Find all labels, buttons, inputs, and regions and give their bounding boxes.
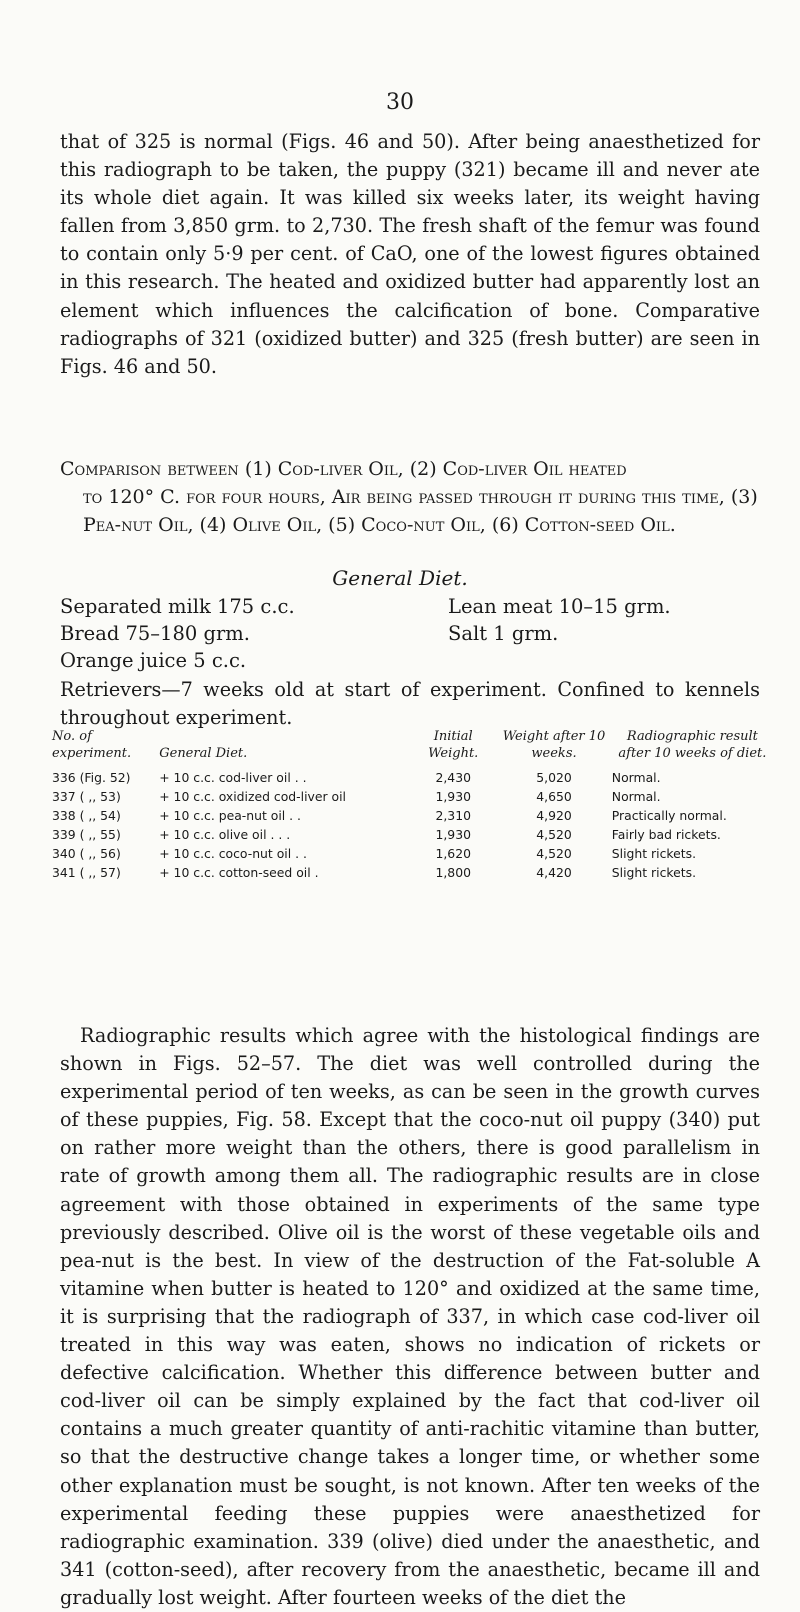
header-radiographic-result: Radiographic result after 10 weeks of diet.	[618, 729, 767, 761]
cell-weight-after: 4,520	[536, 846, 572, 861]
page-number: 30	[386, 90, 414, 115]
header-experiment-no: No. of experiment.	[52, 729, 132, 761]
cell-initial-weight: 1,930	[435, 827, 471, 842]
heading-line-1: Comparison between (1) Cod-liver Oil, (2) Cod-liver Oil heated	[60, 458, 627, 480]
cell-initial-weight: 2,310	[435, 808, 471, 823]
cell-diet: + 10 c.c. cotton-seed oil .	[159, 865, 319, 880]
cell-initial-weight: 1,800	[435, 865, 471, 880]
cell-weight-after: 4,650	[536, 789, 572, 804]
table-row	[50, 806, 775, 825]
cell-experiment-no: 337 ( ,, 53)	[52, 789, 121, 804]
cell-weight-after: 5,020	[536, 770, 572, 785]
cell-radiographic-result: Practically normal.	[611, 808, 727, 823]
paragraph-1: that of 325 is normal (Figs. 46 and 50). After being anaesthetized for this radiograph to be taken, the puppy (321) became ill and never ate its whole diet again. It was killed six weeks later, its weight having fallen from 3,850 grm. to 2,730. The fresh shaft of the femur was found to contain only 5·9 per cent. of CaO, one of the lowest figures obtained in this research. The heated and oxidized butter had apparently lost an element which influences the calcification of bone. Comparative radiographs of 321 (oxidized butter) and 325 (fresh butter) are seen in Figs. 46 and 50.	[60, 130, 760, 378]
cell-radiographic-result: Normal.	[611, 789, 661, 804]
header-weight-after: Weight after 10 weeks.	[502, 729, 606, 761]
cell-initial-weight: 2,430	[435, 770, 471, 785]
diet-item-salt: Salt 1 grm.	[448, 622, 559, 645]
cell-diet: + 10 c.c. coco-nut oil . .	[159, 846, 307, 861]
cell-initial-weight: 1,930	[435, 789, 471, 804]
cell-experiment-no: 340 ( ,, 56)	[52, 846, 121, 861]
table-row	[50, 768, 775, 787]
general-diet-title: General Diet.	[332, 566, 468, 590]
header-initial-weight: Initial Weight.	[428, 729, 479, 761]
cell-experiment-no: 338 ( ,, 54)	[52, 808, 121, 823]
cell-radiographic-result: Fairly bad rickets.	[611, 827, 721, 842]
retrievers-note: Retrievers—7 weeks old at start of experiment. Confined to kennels throughout experiment.	[60, 678, 760, 730]
cell-initial-weight: 1,620	[435, 846, 471, 861]
header-general-diet: General Diet.	[159, 746, 248, 761]
table-header-row	[50, 728, 775, 768]
cell-diet: + 10 c.c. olive oil . . .	[159, 827, 291, 842]
cell-weight-after: 4,520	[536, 827, 572, 842]
cell-experiment-no: 339 ( ,, 55)	[52, 827, 121, 842]
table-row	[50, 825, 775, 844]
cell-radiographic-result: Slight rickets.	[611, 865, 697, 880]
cell-experiment-no: 336 (Fig. 52)	[52, 770, 131, 785]
cell-diet: + 10 c.c. oxidized cod-liver oil	[159, 789, 346, 804]
cell-experiment-no: 341 ( ,, 57)	[52, 865, 121, 880]
results-table	[50, 728, 775, 882]
diet-item-bread: Bread 75–180 grm.	[60, 622, 250, 645]
table-row	[50, 844, 775, 863]
diet-item-meat: Lean meat 10–15 grm.	[448, 595, 671, 618]
diet-item-milk: Separated milk 175 c.c.	[60, 595, 295, 618]
table-row	[50, 863, 775, 882]
section-heading	[60, 455, 760, 539]
cell-weight-after: 4,420	[536, 865, 572, 880]
cell-radiographic-result: Slight rickets.	[611, 846, 697, 861]
cell-diet: + 10 c.c. cod-liver oil . .	[159, 770, 307, 785]
table-row	[50, 787, 775, 806]
diet-item-orange: Orange juice 5 c.c.	[60, 649, 247, 672]
cell-radiographic-result: Normal.	[611, 770, 661, 785]
cell-diet: + 10 c.c. pea-nut oil . .	[159, 808, 301, 823]
heading-line-2: to 120° C. for four hours, Air being passed through it during this time, (3) Pea-nut Oil, (4) Olive Oil, (5) Coco-nut Oil, (6) Cotton-seed Oil.	[83, 486, 758, 536]
paragraph-2: Radiographic results which agree with the histological findings are shown in Figs. 52–57. The diet was well controlled during the experimental period of ten weeks, as can be seen in the growth curves of these puppies, Fig. 58. Except that the coco-nut oil puppy (340) put on rather more weight than the others, there is good parallelism in rate of growth among them all. The radiographic results are in close agreement with those obtained in experiments of the same type previously described. Olive oil is the worst of these vegetable oils and pea-nut is the best. In view of the destruction of the Fat-soluble A vitamine when butter is heated to 120° and oxidized at the same time, it is surprising that the radiograph of 337, in which case cod-liver oil treated in this way was eaten, shows no indication of rickets or defective calcification. Whether this difference between butter and cod-liver oil can be simply explained by the fact that cod-liver oil contains a much greater quantity of anti-rachitic vitamine than butter, so that the destructive change takes a longer time, or whether some other explanation must be sought, is not known. After ten weeks of the experimental feeding these puppies were anaesthetized for radiographic examination. 339 (olive) died under the anaesthetic, and 341 (cotton-seed), after recovery from the anaesthetic, became ill and gradually lost weight. After fourteen weeks of the diet the	[60, 1024, 760, 1609]
cell-weight-after: 4,920	[536, 808, 572, 823]
